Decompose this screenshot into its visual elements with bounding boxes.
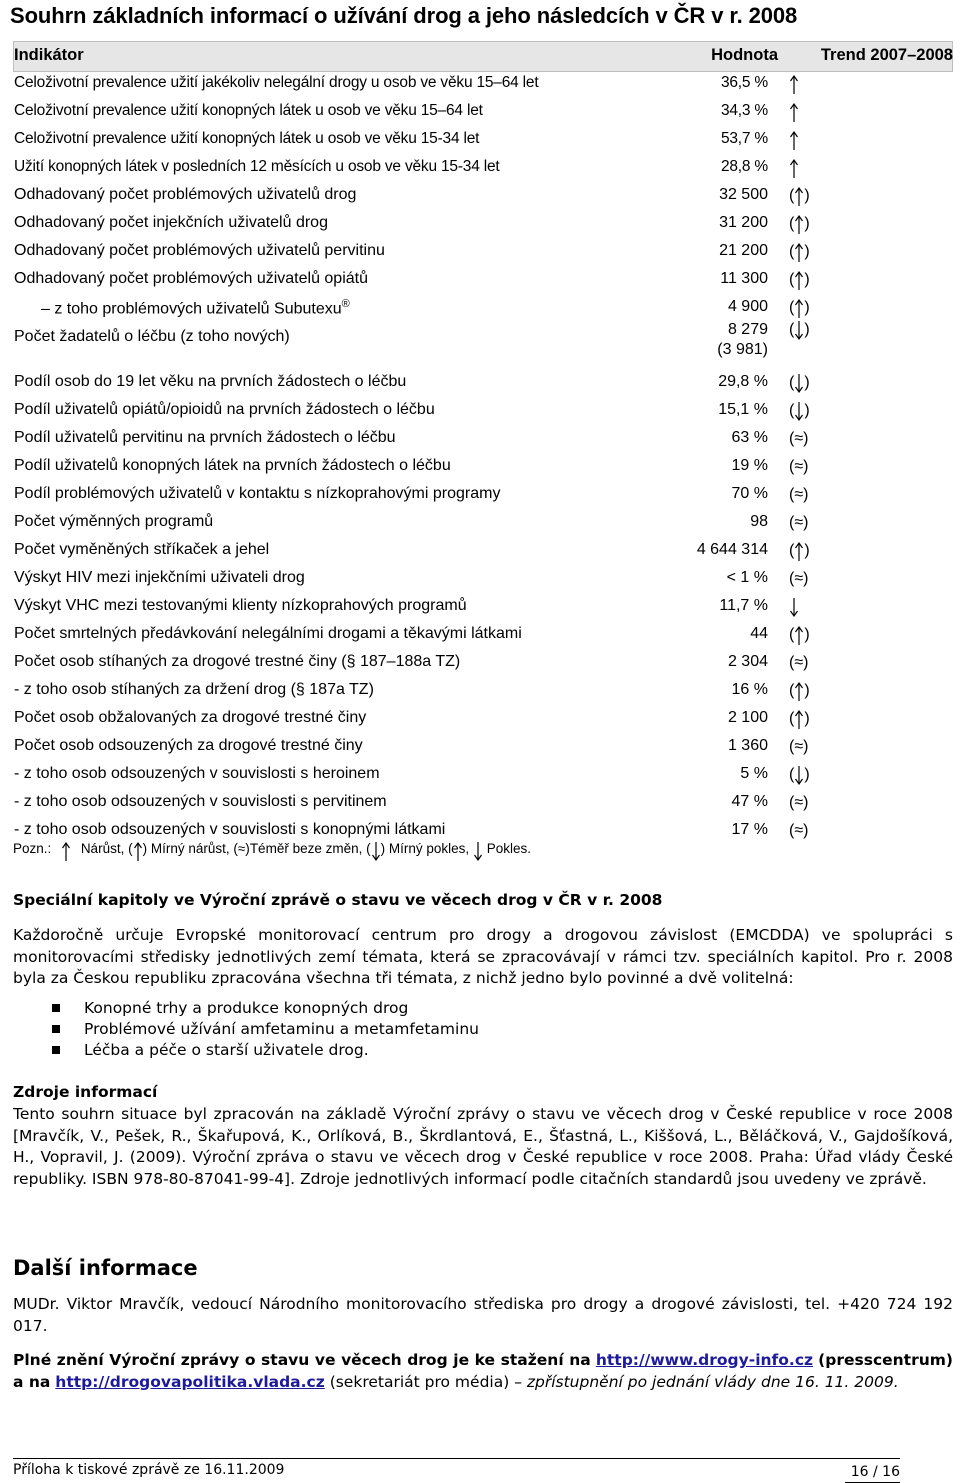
table-row xyxy=(13,816,953,844)
row-value: 8 279 (3 981) xyxy=(717,321,768,358)
row-indicator: Podíl uživatelů konopných látek na prvních žádostech o léčbu xyxy=(14,457,451,474)
bullet-square-icon xyxy=(52,1046,60,1054)
table-row xyxy=(13,480,953,508)
arrow-down-icon xyxy=(794,372,804,394)
approx-equal-icon: (≈) xyxy=(789,458,809,475)
row-indicator: Odhadovaný počet problémových uživatelů opiátů xyxy=(14,270,368,287)
row-indicator: Počet osob obžalovaných za drogové trestné činy xyxy=(14,709,367,726)
page-title: Souhrn základních informací o užívání drog a jeho následcích v ČR v r. 2008 xyxy=(10,3,798,28)
row-trend xyxy=(789,456,808,478)
row-indicator: Užití konopných látek v posledních 12 měsících u osob ve věku 15-34 let xyxy=(14,158,500,175)
row-indicator: - z toho osob odsouzených v souvislosti s konopnými látkami xyxy=(14,821,446,838)
arrow-up-icon xyxy=(789,129,799,151)
row-value: 53,7 % xyxy=(720,130,768,147)
row-trend xyxy=(789,101,799,123)
table-row xyxy=(13,181,953,209)
row-indicator: Odhadovaný počet injekčních uživatelů drog xyxy=(14,214,328,231)
table-header xyxy=(13,41,953,69)
bullet-square-icon xyxy=(52,1025,60,1033)
approx-equal-icon: (≈) xyxy=(789,570,809,587)
row-indicator: - z toho osob stíhaných za držení drog (§ 187a TZ) xyxy=(14,681,374,698)
row-trend: ( ) xyxy=(789,400,810,422)
table-row xyxy=(13,508,953,536)
list-item-text: Konopné trhy a produkce konopných drog xyxy=(84,999,409,1017)
table-row xyxy=(13,125,953,153)
table-row xyxy=(13,676,953,704)
row-indicator: - z toho osob odsouzených v souvislosti s pervitinem xyxy=(14,793,387,810)
row-value: 44 xyxy=(750,625,768,642)
arrow-up-icon xyxy=(789,73,799,95)
table-row xyxy=(13,153,953,181)
row-trend xyxy=(789,736,808,758)
footer-left: Příloha k tiskové zprávě ze 16.11.2009 xyxy=(13,1462,285,1478)
approx-equal-icon: (≈) xyxy=(789,738,809,755)
arrow-up-icon xyxy=(794,297,804,319)
row-value: 11,7 % xyxy=(719,597,768,614)
arrow-down-icon xyxy=(794,400,804,422)
arrow-down-icon xyxy=(794,764,804,786)
row-trend: ( ) xyxy=(789,185,810,207)
arrow-up-icon xyxy=(794,269,804,291)
row-indicator: Celoživotní prevalence užití konopných látek u osob ve věku 15–64 let xyxy=(14,102,483,119)
arrow-down-icon xyxy=(789,596,799,618)
download-part4: – zpřístupnění po jednání vlády dne 16. 11. 2009. xyxy=(514,1372,899,1391)
row-trend xyxy=(789,596,799,618)
trend-legend-note xyxy=(13,841,531,859)
arrow-up-icon xyxy=(794,624,804,646)
note-mild-down: Mírný pokles, xyxy=(388,841,470,856)
row-trend: ( ) xyxy=(789,764,810,786)
table-row xyxy=(13,321,953,358)
table-row xyxy=(13,592,953,620)
row-indicator: Odhadovaný počet problémových uživatelů pervitinu xyxy=(14,242,385,259)
table-row xyxy=(13,564,953,592)
row-value: 15,1 % xyxy=(718,401,768,418)
row-value: 5 % xyxy=(740,765,768,782)
row-indicator: Celoživotní prevalence užití jakékoliv nelegální drogy u osob ve věku 15–64 let xyxy=(14,74,539,91)
table-row xyxy=(13,452,953,480)
row-trend xyxy=(789,484,808,506)
row-indicator: Výskyt VHC mezi testovanými klienty nízkoprahových programů xyxy=(14,597,467,614)
row-trend: ( ) xyxy=(789,624,810,646)
row-indicator: Odhadovaný počet problémových uživatelů drog xyxy=(14,186,357,203)
table-row xyxy=(13,69,953,97)
row-indicator: Podíl uživatelů pervitinu na prvních žádostech o léčbu xyxy=(14,429,396,446)
row-indicator: Podíl uživatelů opiátů/opioidů na prvních žádostech o léčbu xyxy=(14,401,435,418)
table-row xyxy=(13,396,953,424)
row-value: 17 % xyxy=(731,821,768,838)
row-value: 28,8 % xyxy=(720,158,768,175)
note-up: Nárůst, xyxy=(80,841,125,856)
approx-equal-icon: (≈) xyxy=(789,514,809,531)
row-trend xyxy=(789,652,808,674)
sources-text: Tento souhrn situace byl zpracován na základě Výroční zprávy o stavu ve věcech drog v České republice v roce 2008 [Mravčík, V., Pešek, R., Škařupová, K., Orlíková, B., Škrdlantová, E., Šťastná, L., Kiššová, L., Běláčková, V., Gajdošíková, H., Vopravil, J. (2009). Výroční zpráva o stavu ve věcech drog v České republice v roce 2008. Praha: Úřad vlády České republiky. ISBN 978-80-87041-99-4]. Zdroje jednotlivých informací podle citačních standardů jsou uvedeny ve zprávě. xyxy=(13,1105,953,1188)
row-trend xyxy=(789,129,799,151)
sources-title: Zdroje informací xyxy=(13,1083,158,1101)
arrow-down-icon xyxy=(794,319,804,341)
arrow-up-icon xyxy=(794,680,804,702)
footer-divider xyxy=(13,1458,900,1459)
header-trend: Trend 2007–2008 xyxy=(820,46,953,64)
more-info-title: Další informace xyxy=(13,1256,198,1280)
list-item-text: Problémové užívání amfetaminu a metamfetaminu xyxy=(84,1020,479,1038)
row-value: 47 % xyxy=(731,793,768,810)
approx-equal-icon: (≈) xyxy=(789,430,809,447)
row-indicator: Celoživotní prevalence užití konopných látek u osob ve věku 15-34 let xyxy=(14,130,480,147)
page-number: 16 / 16 xyxy=(845,1464,900,1483)
approx-equal-icon: (≈) xyxy=(789,654,809,671)
row-trend xyxy=(789,428,808,450)
row-trend xyxy=(789,512,808,534)
table-row xyxy=(13,265,953,293)
table-row xyxy=(13,368,953,396)
arrow-up-icon xyxy=(794,708,804,730)
row-trend: ( ) xyxy=(789,213,810,235)
header-indicator: Indikátor xyxy=(14,46,84,64)
row-value: 29,8 % xyxy=(718,373,768,390)
download-part2: (presscentrum) a na xyxy=(13,1351,954,1391)
download-part1: Plné znění Výroční zprávy o stavu ve věcech drog je ke stažení na xyxy=(13,1351,591,1369)
arrow-up-icon xyxy=(133,841,143,859)
row-value: 70 % xyxy=(731,485,768,502)
arrow-down-icon xyxy=(371,841,381,859)
row-trend xyxy=(789,792,808,814)
approx-equal-icon: (≈) xyxy=(789,794,809,811)
table-row xyxy=(13,97,953,125)
row-indicator: – z toho problémových uživatelů Subutexu® xyxy=(41,298,350,318)
approx-equal-icon: (≈) xyxy=(789,822,809,839)
header-value: Hodnota xyxy=(711,46,778,64)
table-row xyxy=(13,424,953,452)
row-value: 2 304 xyxy=(727,653,768,670)
row-value: 32 500 xyxy=(719,186,768,203)
row-trend: ( ) xyxy=(789,269,810,291)
table-row xyxy=(13,620,953,648)
registered-mark: ® xyxy=(341,298,350,310)
list-item-text: Léčba a péče o starší uživatele drog. xyxy=(84,1041,369,1059)
row-indicator: Výskyt HIV mezi injekčními uživateli drog xyxy=(14,569,305,586)
table-row xyxy=(13,788,953,816)
list-item xyxy=(50,1019,479,1040)
table-row xyxy=(13,704,953,732)
approx-equal-icon: (≈) xyxy=(789,486,809,503)
row-trend: ( ) xyxy=(789,372,810,394)
table-row xyxy=(13,648,953,676)
row-indicator: Počet vyměněných stříkaček a jehel xyxy=(14,541,270,558)
list-item xyxy=(50,1040,479,1061)
row-indicator: Podíl osob do 19 let věku na prvních žádostech o léčbu xyxy=(14,373,407,390)
special-chapters-title: Speciální kapitoly ve Výroční zprávě o stavu ve věcech drog v ČR v r. 2008 xyxy=(13,891,663,909)
arrow-down-icon xyxy=(473,841,483,859)
row-indicator: Počet osob stíhaných za drogové trestné činy (§ 187–188a TZ) xyxy=(14,653,461,670)
arrow-up-icon xyxy=(789,101,799,123)
row-trend: ( ) xyxy=(789,241,810,263)
row-indicator: - z toho osob odsouzených v souvislosti s heroinem xyxy=(14,765,380,782)
row-value: 16 % xyxy=(731,681,768,698)
table-row xyxy=(13,209,953,237)
row-indicator: Počet smrtelných předávkování nelegálními drogami a těkavými látkami xyxy=(14,625,522,642)
row-trend: ( ) xyxy=(789,540,810,562)
row-value: 2 100 xyxy=(727,709,768,726)
row-value: 1 360 xyxy=(727,737,768,754)
row-indicator: Podíl problémových uživatelů v kontaktu s nízkoprahovými programy xyxy=(14,485,501,502)
row-trend: ( ) xyxy=(789,708,810,730)
download-part3: (sekretariát pro média) xyxy=(329,1372,510,1391)
row-trend xyxy=(789,157,799,179)
arrow-up-icon xyxy=(794,241,804,263)
arrow-up-icon xyxy=(789,157,799,179)
row-trend xyxy=(789,73,799,95)
arrow-up-icon xyxy=(794,213,804,235)
arrow-up-icon xyxy=(61,841,71,859)
row-value: 31 200 xyxy=(719,214,768,231)
note-stable: Téměř beze změn, xyxy=(249,841,363,856)
row-trend: ( ) xyxy=(789,680,810,702)
row-value: < 1 % xyxy=(726,569,768,586)
contact-text: MUDr. Viktor Mravčík, vedoucí Národního monitorovacího střediska pro drogy a drogové závislosti, tel. +420 724 192 017. xyxy=(13,1295,953,1335)
arrow-up-icon xyxy=(794,185,804,207)
drogovapolitika-link[interactable]: http://drogovapolitika.vlada.cz xyxy=(55,1372,325,1391)
note-mild-down-close: ) xyxy=(380,841,386,856)
arrow-up-icon xyxy=(794,540,804,562)
special-chapters-list xyxy=(50,998,479,1061)
table-row xyxy=(13,536,953,564)
table-row xyxy=(13,293,953,321)
row-trend: ( ) xyxy=(789,297,810,319)
note-mild-up-close: ) xyxy=(142,841,148,856)
row-value: 11 300 xyxy=(720,270,768,287)
note-mild-up: Mírný nárůst, xyxy=(150,841,230,856)
table-row xyxy=(13,732,953,760)
note-down: Pokles. xyxy=(486,841,531,856)
bullet-square-icon xyxy=(52,1004,60,1012)
row-indicator: Počet žadatelů o léčbu (z toho nových) xyxy=(14,328,290,345)
row-value: 63 % xyxy=(731,429,768,446)
row-value: 36,5 % xyxy=(720,74,768,91)
row-value: 4 644 314 xyxy=(696,541,768,558)
special-chapters-text: Každoročně určuje Evropské monitorovací centrum pro drogy a drogovou závislost (EMCDDA) ve spolupráci s monitorovacími středisky jednotlivých zemí témata, která se zpracovávají v rámci tzv. speciálních kapitol. Pro r. 2008 byla za Českou republiku zpracována všechna tři témata, z nichž jedno bylo povinné a dvě volitelná: xyxy=(13,926,953,987)
table-row xyxy=(13,760,953,788)
row-value: 98 xyxy=(750,513,768,530)
note-stable-symbol: (≈) xyxy=(233,841,250,856)
row-value: 4 900 xyxy=(727,298,768,315)
row-trend: ( ) xyxy=(789,319,810,341)
row-trend xyxy=(789,820,808,842)
drogy-info-link[interactable]: http://www.drogy-info.cz xyxy=(595,1351,814,1369)
table-row xyxy=(13,237,953,265)
row-indicator: Počet výměnných programů xyxy=(14,513,214,530)
note-mild-down-open: ( xyxy=(366,841,371,856)
row-trend xyxy=(789,568,808,590)
note-prefix: Pozn.: xyxy=(13,841,52,856)
row-value: 19 % xyxy=(731,457,768,474)
note-mild-up-open: ( xyxy=(128,841,133,856)
row-value: 34,3 % xyxy=(720,102,768,119)
download-text xyxy=(13,1350,953,1393)
row-value: 21 200 xyxy=(719,242,768,259)
row-indicator: Počet osob odsouzených za drogové trestné činy xyxy=(14,737,363,754)
list-item xyxy=(50,998,479,1019)
